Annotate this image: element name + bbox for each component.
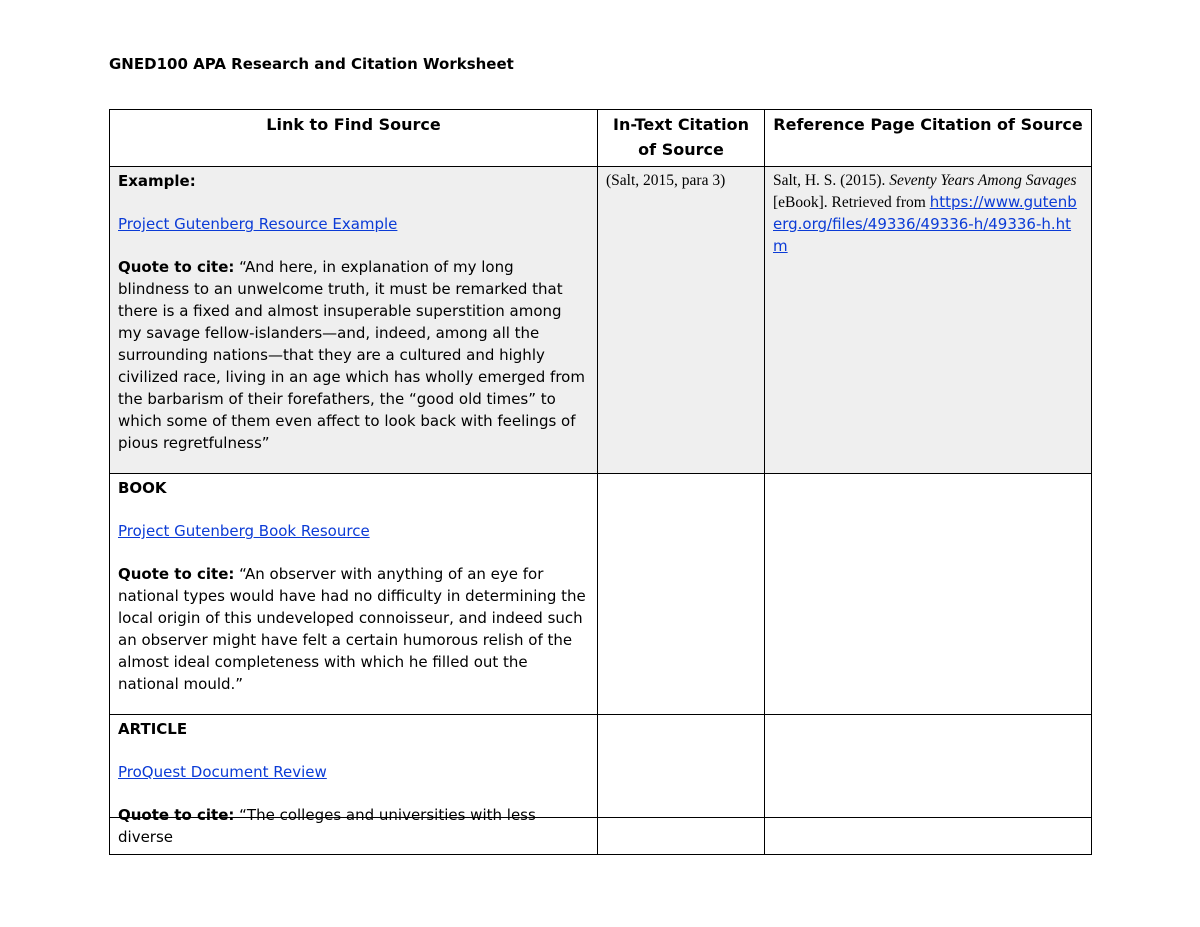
article-in-text-citation[interactable] (598, 715, 765, 855)
example-ref-rest: [eBook]. Retrieved from (773, 194, 930, 211)
article-row (110, 715, 1092, 855)
header-link-to-find-source: Link to Find Source (110, 110, 598, 167)
example-label: Example: (118, 172, 196, 190)
book-source-link[interactable]: Project Gutenberg Book Resource (118, 522, 370, 540)
citation-table (109, 109, 1092, 855)
book-in-text-citation[interactable] (598, 474, 765, 715)
article-label: ARTICLE (118, 720, 188, 738)
example-source-link[interactable]: Project Gutenberg Resource Example (118, 215, 398, 233)
book-row (110, 474, 1092, 715)
example-source-cell (110, 167, 598, 474)
example-quote (118, 256, 589, 454)
example-ref-author: Salt, H. S. (2015). (773, 172, 890, 189)
document-title: GNED100 APA Research and Citation Worksheet (109, 55, 514, 73)
article-source-link[interactable]: ProQuest Document Review (118, 763, 327, 781)
example-quote-label: Quote to cite: (118, 258, 235, 276)
header-in-text-citation: In-Text Citation of Source (598, 110, 765, 167)
header-reference-page-citation: Reference Page Citation of Source (765, 110, 1092, 167)
citation-table-container (109, 109, 1091, 846)
article-reference-citation[interactable] (765, 715, 1092, 855)
example-quote-text: “And here, in explanation of my long blindness to an unwelcome truth, it must be remarked that there is a fixed and almost insuperable superstition among my savage fellow-islanders—and, indeed, among all the surrounding nations—that they are a cultured and highly civilized race, living in an age which has wholly emerged from the barbarism of their forefathers, the “good old times” to which some of them even affect to look back with feelings of pious regretfulness” (118, 258, 585, 452)
header-row (110, 110, 1092, 167)
book-label: BOOK (118, 479, 167, 497)
book-quote (118, 563, 589, 695)
example-in-text-citation: (Salt, 2015, para 3) (598, 167, 765, 474)
article-quote-text: “The colleges and universities with less diverse (118, 806, 536, 846)
example-reference-citation (765, 167, 1092, 474)
book-source-cell (110, 474, 598, 715)
article-source-cell (110, 715, 598, 855)
example-row (110, 167, 1092, 474)
book-quote-text: “An observer with anything of an eye for national types would have had no difficulty in determining the local origin of this undeveloped connoisseur, and indeed such an observer might have felt a certain humorous relish of the almost ideal completeness with which he filled out the national mould.” (118, 565, 586, 693)
example-ref-title: Seventy Years Among Savages (889, 172, 1077, 189)
article-quote-label: Quote to cite: (118, 806, 235, 824)
book-quote-label: Quote to cite: (118, 565, 235, 583)
book-reference-citation[interactable] (765, 474, 1092, 715)
article-quote (118, 804, 589, 848)
example-ref-url-link[interactable]: https://www.gutenberg.org/files/49336/49336-h/49336-h.htm (773, 193, 1077, 255)
